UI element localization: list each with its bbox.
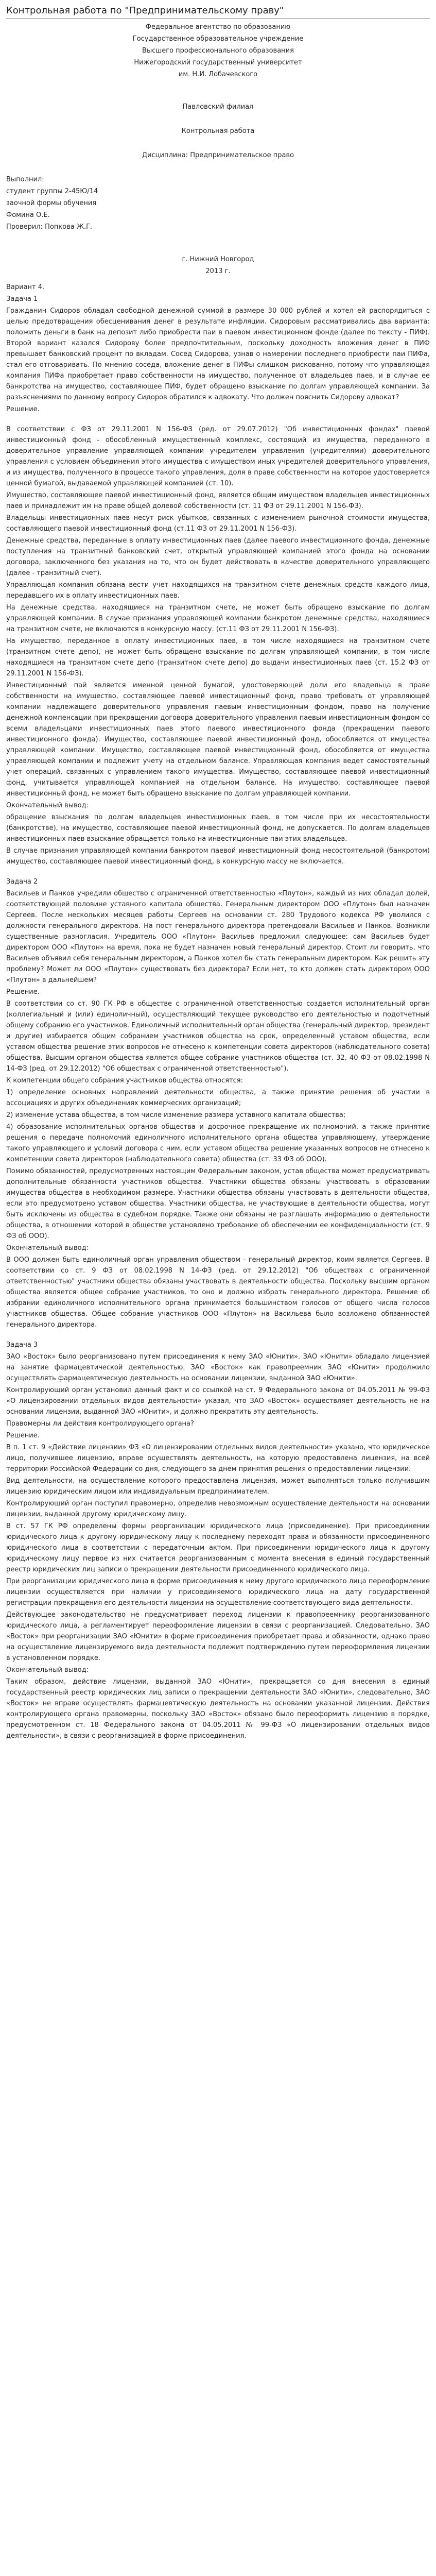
paragraph: В ст. 57 ГК РФ определены формы реорганизации юридического лица (присоединение). При присоединении юридического лица к другому юридическому лицу к последнему переходят права и обязанности присоединенного юридического лица в соответствии с передаточным актом. При присоединении юридического лица к другому юридическому лицу первое из них считается реорганизованным с момента внесения в единый государственный реестр юридических лиц записи о прекращении деятельности присоединенного юридического лица.	[6, 1522, 430, 1573]
paragraph: В соответствии со ст. 90 ГК РФ в обществе с ограниченной ответственностью создается исполнительный орган (коллегиальный и (или) единоличный), осуществляющий текущее руководство его деятельностью и подотчетный общему собранию его участников. Единоличный исполнительный орган общества (генеральный директор, президент и другие) избирается общим собранием участников общества на срок, определенный уставом общества, если уставом общества решение этих вопросов не отнесено к компетенции совета директоров (наблюдательного совета) общества. Высшим органом общества является общее собрание участников общества (ст. 32, 40 ФЗ от 08.02.1998 N 14-ФЗ (ред. от 29.12.2012) "Об обществах с ограниченной ответственностью").	[6, 1000, 430, 1073]
solution-heading: Решение.	[6, 988, 40, 996]
header-line: Нижегородский государственный университет	[134, 59, 302, 66]
paragraph: 1) определение основных направлений деятельности общества, а также принятие решения об участии в ассоциациях и других объединениях коммерческих организаций;	[6, 1089, 430, 1107]
paragraph: На денежные средства, находящиеся на транзитном счете, не может быть обращено взыскание по долгам управляющей компании. В случае признания управляющей компании банкротом денежные средства, находящиеся на транзитном счете, не включаются в конкурсную массу. (ст.11 ФЗ от 29.11.2001 N 156-ФЗ).	[6, 604, 430, 633]
header-block	[6, 22, 430, 80]
discipline: Дисциплина: Предпринимательское право	[142, 151, 294, 159]
task-text: ЗАО «Восток» было реорганизовано путем присоединения к нему ЗАО «Юнити». ЗАО «Юнити» обладало лицензией на занятие фармацевтической деятельностью. ЗАО «Восток» как правопреемник ЗАО «Юнити» продолжило осуществлять фармацевтическую деятельность на основании лицензии, выданной ЗАО «Юнити».	[6, 1353, 430, 1382]
conclusion-heading: Окончательный вывод:	[6, 802, 89, 809]
task-heading: Задача 1	[6, 295, 38, 303]
header-line: им. Н.И. Лобачевского	[178, 71, 258, 78]
paragraph: В ООО должен быть единоличный орган управления обществом - генеральный директор, коим является Сергеев. В соответствии со ст. 9 ФЗ от 08.02.1998 N 14-ФЗ (ред. от 29.12.2012) "Об обществах с ограниченной ответственностью" участники общества обязаны участвовать в деятельности общества. Поскольку высшим органом общества является общее собрание участников, то оно и должно избрать генерального директора. Решение об избрании единоличного исполнительного органа принимается большинством голосов от общего числа голосов участников общества. Общее собрание участников ООО «Плутон» на Васильева было возложено обязанностей генерального директора.	[6, 1256, 430, 1329]
conclusion-heading: Окончательный вывод:	[6, 1666, 89, 1674]
paragraph: Вид деятельности, на осуществление которого предоставлена лицензия, может выполняться только получившим лицензию юридическим лицом или индивидуальным предпринимателем.	[6, 1477, 430, 1496]
paragraph: В соответствии с ФЗ от 29.11.2001 N 156-ФЗ (ред. от 29.07.2012) "Об инвестиционных фондах" паевой инвестиционный фонд - обособленный имущественный комплекс, состоящий из имущества, переданного в доверительное управление управляющей компании учредителем управления (учредителями) доверительного управления с условием объединения этого имущества с имуществом иных учредителей доверительного управления, и из имущества, полученного в процессе такого управления, доля в праве собственности на которое удостоверяется ценной бумагой, выдаваемой управляющей компанией (ст. 10).	[6, 426, 430, 487]
paragraph: Управляющая компания обязана вести учет находящихся на транзитном счете денежных средств каждого лица, передавшего их в оплату инвестиционных паев.	[6, 581, 430, 600]
branch-name: Павловский филиал	[182, 103, 254, 111]
paragraph: обращение взыскания по долгам владельцев инвестиционных паев, в том числе при их несостоятельности (банкротстве), на имущество, составляющее паевой инвестиционный фонд, не допускается. По долгам владельцев инвестиционных паев взыскание обращается только на инвестиционные паи этих владельцев.	[6, 814, 430, 843]
task-heading: Задача 3	[6, 1341, 38, 1349]
paragraph: 4) образование исполнительных органов общества и досрочное прекращение их полномочий, а также принятие решения о передаче полномочий единоличного исполнительного органа общества управляющему, утверждение такого управляющего и условий договора с ним, если уставом общества решение указанных вопросов не отнесено к компетенции совета директоров (наблюдательного совета) общества (ст. 33 ФЗ об ООО).	[6, 1123, 430, 1163]
paragraph: Действующее законодательство не предусматривает переход лицензии к правопреемнику реорганизованного юридического лица, а регламентирует переоформление лицензии в связи с реорганизацией. Следовательно, ЗАО «Восток» при реорганизации ЗАО «Юнити» в форме присоединения приобретает права и обязанности, однако право на осуществление лицензируемого вида деятельности подлежит подтверждению путем переоформления лицензии в установленном порядке.	[6, 1611, 430, 1662]
author-line: Фомина О.Е.	[6, 211, 50, 219]
work-type: Контрольная работа	[181, 127, 255, 135]
header-line: Государственное образовательное учреждение	[132, 35, 304, 43]
paragraph: Таким образом, действие лицензии, выданной ЗАО «Юнити», прекращается со дня внесения в единый государственный реестр юридических лиц записи о прекращении деятельности ЗАО «Юнити», следовательно, ЗАО «Восток» не вправе осуществлять фармацевтическую деятельность на основании указанной лицензии. Действия контролирующего органа правомерны, поскольку ЗАО «Восток» обязано было переоформить лицензию в порядке, предусмотренном ст. 18 Федерального закона от 04.05.2011 № 99-ФЗ «О лицензировании отдельных видов деятельности», в связи с реорганизацией в форме присоединения.	[6, 1678, 430, 1740]
paragraph: Инвестиционный пай является именной ценной бумагой, удостоверяющей доли его владельца в праве собственности на имущество, составляющее паевой инвестиционный фонд, право требовать от управляющей компании надлежащего доверительного управления паевым инвестиционным фондом, право на получение денежной компенсации при прекращении договора доверительного управления паевым инвестиционным фондом со всеми владельцами инвестиционных паев этого паевого инвестиционного фонда (прекращении паевого инвестиционного фонда). Имущество, составляющее паевой инвестиционный фонд, обособляется от имущества управляющей компании. Имущество, составляющее паевой инвестиционный фонд, обособляется от имущества управляющей компании и подлежит учету на отдельном балансе. Управляющая компания ведет самостоятельный учет операций, связанных с управлением такого имущества. Имущество, составляющее паевой инвестиционный фонд, учитывается управляющей компанией на отдельном балансе. На имущество, составляющее паевой инвестиционный фонд, не может быть обращено взыскание по долгам управляющей компании.	[6, 682, 430, 798]
document-body	[6, 22, 430, 1741]
header-line: Федеральное агентство по образованию	[145, 23, 291, 31]
solution-heading: Решение.	[6, 1432, 40, 1439]
author-line: Выполнил:	[6, 176, 44, 183]
page-title: Контрольная работа по "Предпринимательскому праву"	[6, 5, 430, 19]
task-heading: Задача 2	[6, 878, 38, 886]
author-block	[6, 174, 430, 232]
paragraph: К компетенции общего собрания участников общества относятся:	[6, 1077, 243, 1084]
paragraph: Контролирующий орган установил данный факт и со ссылкой на ст. 9 Федерального закона от 04.05.2011 № 99-ФЗ «О лицензировании отдельных видов деятельности» указал, что ЗАО «Восток» осуществляет деятельность не на основании лицензии, выданной ЗАО «Юнити», и должно прекратить эту деятельность.	[6, 1386, 430, 1416]
paragraph: 2) изменение устава общества, в том числе изменение размера уставного капитала общества;	[6, 1111, 346, 1119]
author-line: Проверил: Попкова Ж.Г.	[6, 223, 93, 231]
paragraph: На имущество, переданное в оплату инвестиционных паев, в том числе находящиеся на транзитном счете (транзитном счете депо), не может быть обращено взыскание по долгам управляющей компании, в том числе находящиеся на транзитном счете депо (транзитном счете депо) до выдачи инвестиционных паев (ст. 15.2 ФЗ от 29.11.2001 N 156-ФЗ).	[6, 637, 430, 677]
paragraph: В п. 1 ст. 9 «Действие лицензии» ФЗ «О лицензировании отдельных видов деятельности» указано, что юридическое лицо, получившее лицензию, вправе осуществлять деятельность, на которую предоставлена лицензия, на всей территории Российской Федерации со дня, следующего за днем принятия решения о предоставлении лицензии.	[6, 1444, 430, 1473]
task-text: Гражданин Сидоров обладал свободной денежной суммой в размере 30 000 рублей и хотел ей распорядиться с целью предотвращения обесценивания денег в результате инфляции. Сидоровым рассматривались два варианта: положить деньги в банк на депозит либо приобрести паи в паевом инвестиционном фонде (далее по тексту - ПИФ). Второй вариант казался Сидорову более предпочтительным, поскольку доходность вложения денег в ПИФ превышает банковский процент по вкладам. Сосед Сидорова, узнав о намерении последнего приобрести паи ПИФа, стал его отговаривать. По мнению соседа, вложение денег в ПИФы слишком рискованно, потому что управляющая компания ПИФа приобретает право собственности на имущество, полученное от владельцев паев, и в случае ее банкротства на имущество, составляющее ПИФ, будет обращено взыскание по долгам управляющей компании. За разъяснениями по данному вопросу Сидоров обратился к адвокату. Что должен пояснить Сидорову адвокат?	[6, 307, 430, 401]
paragraph: Имущество, составляющее паевой инвестиционный фонд, является общим имуществом владельцев инвестиционных паев и принадлежит им на праве общей долевой собственности (ст. 11 ФЗ от 29.11.2001 N 156-ФЗ).	[6, 492, 430, 510]
paragraph: Владельцы инвестиционных паев несут риск убытков, связанных с изменением рыночной стоимости имущества, составляющего паевой инвестиционный фонд (ст.11 ФЗ от 29.11.2001 N 156-ФЗ).	[6, 514, 430, 533]
conclusion-heading: Окончательный вывод:	[6, 1244, 89, 1252]
header-line: Высшего профессионального образования	[142, 47, 294, 55]
paragraph: В случае признания управляющей компании банкротом паевой инвестиционный фонд несостоятельной (банкротом) имущество, составляющее паевой инвестиционный фонд, в конкурсную массу не включается.	[6, 847, 430, 866]
variant: Вариант 4.	[6, 283, 45, 291]
paragraph: При реорганизации юридического лица в форме присоединения к нему другого юридического лица переоформление лицензии осуществляется при наличии у присоединяемого юридического лица на дату государственной регистрации прекращения его деятельности лицензии на осуществление соответствующего вида деятельности.	[6, 1578, 430, 1607]
paragraph: Денежные средства, переданные в оплату инвестиционных паев (далее паевого инвестиционного фонда, денежные поступления на транзитный банковский счет, открытый управляющей компанией этого фонда на основании договора, заключенного без указания на то, что он будет действовать в качестве доверительного управляющего (далее - транзитный счет).	[6, 537, 430, 577]
solution-heading: Решение.	[6, 405, 40, 413]
paragraph: Контролирующий орган поступил правомерно, определив невозможным осуществление деятельности на основании лицензии, выданной другому юридическому лицу.	[6, 1500, 430, 1518]
paragraph: Помимо обязанностей, предусмотренных настоящим Федеральным законом, устав общества может предусматривать дополнительные обязанности участников общества. Участники общества обязаны участвовать в образовании имущества общества в необходимом размере. Участники общества обязаны участвовать в деятельности общества, если это предусмотрено уставом общества. Участники общества, не участвующие в деятельности общества, могут быть исключены из общества в судебном порядке. Также они обязаны не разглашать информацию о деятельности общества, в отношении которой в обществе установлено требование об обеспечении ее конфиденциальности (ст. 9 ФЗ об ООО).	[6, 1167, 430, 1240]
author-line: заочной формы обучения	[6, 199, 97, 207]
city: г. Нижний Новгород	[182, 256, 254, 263]
year: 2013 г.	[205, 267, 231, 275]
task-text: Васильев и Панков учредили общество с ограниченной ответственностью «Плутон», каждый из них обладал долей, соответствующей половине уставного капитала общества. Генеральным директором ООО «Плутон» был назначен Сергеев. После нескольких месяцев работы Сергеев на основании ст. 280 Трудового кодекса РФ уволился с должности генерального директора. На пост генерального директора претендовали Васильев и Панков. Возникли существенные разногласия. Учредитель ООО «Плутон» Васильев предложил следующее: сам Васильев будет директором ООО «Плутон» на время, пока не будет назначен новый генеральный директор. Стоит ли говорить, что Васильев объявил себя генеральным директором, а Панков хотел бы стать генеральным директором. Как решить эту проблему? Может ли ООО «Плутон» существовать без директора? Если нет, то кто должен стать директором ООО «Плутон» в дальнейшем?	[6, 890, 430, 984]
paragraph: Правомерны ли действия контролирующего органа?	[6, 1420, 194, 1428]
author-line: студент группы 2-45Ю/14	[6, 188, 98, 195]
